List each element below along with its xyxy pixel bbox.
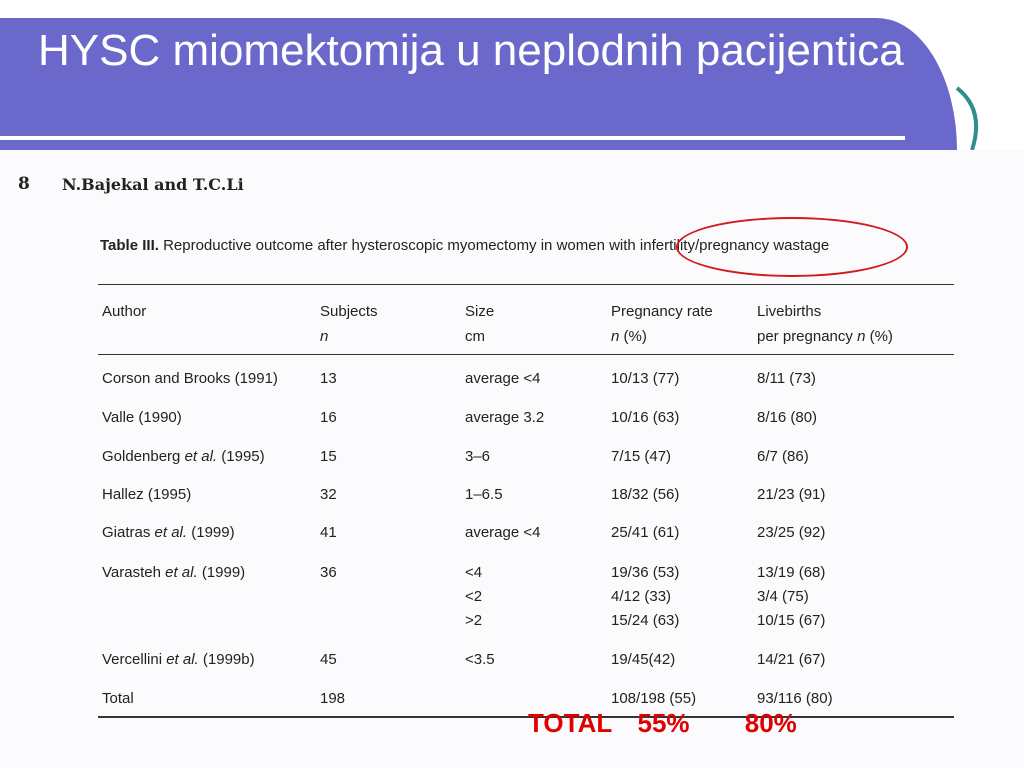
header-livebirths-unit-text: per pregnancy [757, 328, 853, 345]
table-row-size: <3.5 [465, 651, 495, 668]
author-name: Vercellini [102, 651, 163, 668]
summary-pregnancy-pct: 55% [637, 708, 690, 738]
table-row-size: <4 [465, 564, 483, 581]
table-row-pregnancy: 108/198 (55) [611, 690, 697, 707]
title-underline [0, 136, 905, 140]
author-name: Hallez (1995) [102, 486, 192, 503]
table-row-author [102, 647, 255, 672]
table-row-subjects: 32 [320, 486, 337, 503]
header-subjects-unit: n [320, 328, 329, 345]
table-row-size: average <4 [465, 524, 541, 541]
table-row-subjects: 45 [320, 651, 337, 668]
table-row-size: 1–6.5 [465, 486, 503, 503]
header-livebirths-unit-n: n [857, 328, 866, 345]
header-size-unit: cm [465, 328, 485, 345]
table-row-livebirths: 21/23 (91) [757, 486, 826, 503]
author-etal: et al. [184, 448, 218, 465]
table-row-subjects: 16 [320, 409, 337, 426]
table-row-subjects: 41 [320, 524, 337, 541]
author-etal: et al. [165, 564, 198, 581]
table-row-livebirths: 23/25 (92) [757, 524, 826, 541]
table-row-pregnancy: 4/12 (33) [611, 588, 672, 605]
table-row-pregnancy: 15/24 (63) [611, 612, 680, 629]
table-row-pregnancy: 18/32 (56) [611, 486, 680, 503]
author-year: (1999b) [202, 651, 255, 668]
header-livebirths-unit [757, 325, 893, 349]
table-caption-text: Reproductive outcome after hysteroscopic myomectomy in women with infertility/pregnancy wastage [163, 237, 830, 254]
table-row-author [102, 482, 191, 507]
author-name: Corson and Brooks (1991) [102, 370, 278, 387]
table-top-rule [98, 284, 954, 285]
summary-total [528, 708, 797, 739]
author-year: (1999) [191, 524, 235, 541]
header-pregnancy: Pregnancy rate [611, 303, 713, 320]
table-row-author [102, 686, 134, 711]
table-row-author [102, 560, 245, 585]
table-caption-label: Table III. [100, 237, 159, 254]
table-row-livebirths: 93/116 (80) [757, 690, 833, 707]
author-etal: et al. [154, 524, 188, 541]
table-row-author [102, 366, 278, 391]
table-row-livebirths: 13/19 (68) [757, 564, 826, 581]
table-row-size: average <4 [465, 370, 541, 387]
table-row-subjects: 198 [320, 690, 346, 707]
author-name: Giatras [102, 524, 151, 541]
table-row-subjects: 15 [320, 448, 337, 465]
table-row-livebirths: 6/7 (86) [757, 448, 809, 465]
table-row-pregnancy: 25/41 (61) [611, 524, 680, 541]
table-row-size: <2 [465, 588, 483, 605]
author-year: (1999) [201, 564, 246, 581]
header-subjects: Subjects [320, 303, 378, 320]
table-row-author [102, 444, 265, 469]
table-row-subjects: 13 [320, 370, 337, 387]
table-row-author [102, 405, 182, 430]
table-row-author [102, 520, 235, 545]
table-row-size: average 3.2 [465, 409, 545, 426]
table-row-livebirths: 8/16 (80) [757, 409, 818, 426]
header-size: Size [465, 303, 495, 320]
author-name: Total [102, 690, 134, 707]
header-livebirths-unit-pct: (%) [869, 328, 893, 345]
table-row-livebirths: 3/4 (75) [757, 588, 809, 605]
table-row-livebirths: 10/15 (67) [757, 612, 826, 629]
table-row-size: 3–6 [465, 448, 491, 465]
slide-title: HYSC miomektomija u neplodnih pacijentica [38, 26, 904, 75]
page-number: 8 [18, 174, 30, 194]
table-bottom-rule [98, 716, 954, 718]
header-pregnancy-unit-n: n [611, 328, 620, 345]
table-row-livebirths: 8/11 (73) [757, 370, 816, 387]
table-row-pregnancy: 10/16 (63) [611, 409, 680, 426]
table-row-pregnancy: 10/13 (77) [611, 370, 680, 387]
author-name: Varasteh [102, 564, 161, 581]
header-pregnancy-unit-pct: (%) [623, 328, 647, 345]
table-row-size: >2 [465, 612, 483, 629]
header-author: Author [102, 303, 147, 320]
table-row-livebirths: 14/21 (67) [757, 651, 826, 668]
author-name: Valle (1990) [102, 409, 182, 426]
author-year: (1995) [221, 448, 265, 465]
summary-label: TOTAL [528, 708, 613, 738]
author-etal: et al. [166, 651, 199, 668]
table-row-pregnancy: 19/45(42) [611, 651, 676, 668]
table-row-pregnancy: 7/15 (47) [611, 448, 672, 465]
summary-livebirth-pct: 80% [744, 708, 797, 738]
page-authors: N.Bajekal and T.C.Li [62, 175, 244, 194]
header-pregnancy-unit [611, 325, 647, 349]
red-highlight-circle [676, 217, 908, 277]
table-row-subjects: 36 [320, 564, 337, 581]
author-name: Goldenberg [102, 448, 181, 465]
table-row-pregnancy: 19/36 (53) [611, 564, 680, 581]
table-header-rule [98, 354, 954, 355]
header-livebirths: Livebirths [757, 303, 822, 320]
